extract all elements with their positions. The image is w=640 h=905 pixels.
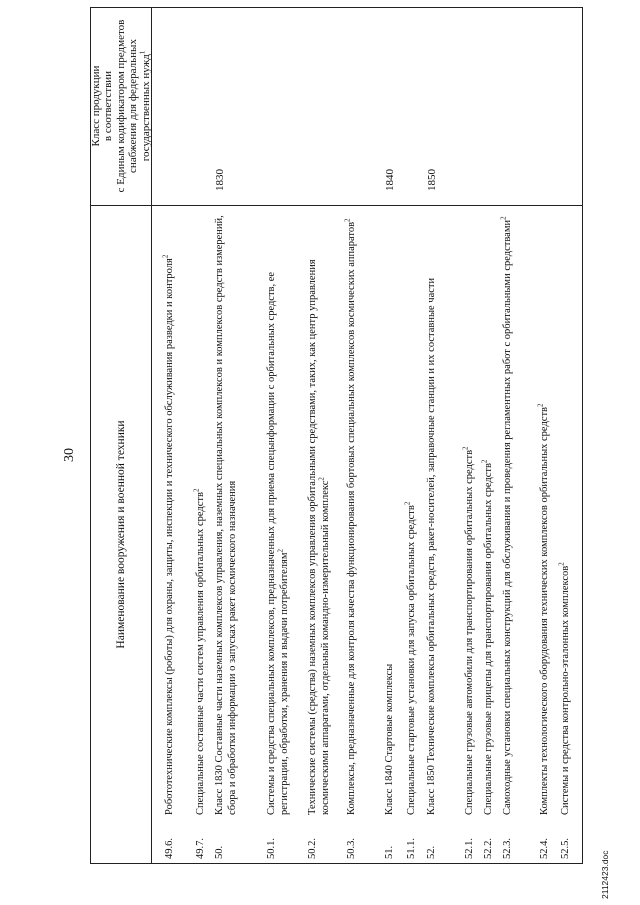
header-class-line: снабжения для федеральных xyxy=(127,39,140,173)
row-name: Комплексы, предназначенные для контроля качества функционирования бортовых специальных комплексов космических аппаратов$^2$ xyxy=(343,218,357,815)
row-name: Специальные грузовые прицепы для транспортирования орбитальных средств$^2$ xyxy=(480,459,494,815)
row-number: 51. xyxy=(384,845,395,859)
row-number: 50. xyxy=(214,845,225,859)
row-name: Системы и средства контрольно-эталонных комплексов$^2$ xyxy=(557,562,571,815)
row-name: Класс 1840 Стартовые комплексы xyxy=(384,663,395,815)
row-number: 50.1. xyxy=(266,838,277,859)
footnote-marker: 2 xyxy=(499,216,508,220)
row-name: Специальные стартовые установки для запуска орбитальных средств$^2$ xyxy=(403,501,417,815)
header-class-column xyxy=(91,7,151,206)
footnote-marker: 2 xyxy=(161,254,170,259)
row-number: 50.3. xyxy=(346,838,357,859)
column-divider xyxy=(151,205,582,206)
row-number: 49.7. xyxy=(195,838,206,859)
row-name: Комплекты технологического оборудования технических комплексов орбитальных средств$^2$ xyxy=(536,403,550,815)
footnote-marker: 2 xyxy=(192,488,201,493)
footnote-marker: 1 xyxy=(138,50,147,55)
weapons-classification-table xyxy=(90,7,583,864)
row-class-code: 1850 xyxy=(426,169,438,191)
row-name: Специальные составные части систем управления орбитальных средств$^2$ xyxy=(192,488,206,815)
table-header xyxy=(91,8,152,863)
footnote-marker: 2 xyxy=(536,403,545,407)
footnote-marker: 2 xyxy=(317,477,325,481)
row-number: 52.4. xyxy=(539,838,550,859)
row-number: 51.1. xyxy=(406,838,417,859)
row-name: Класс 1830 Составные части наземных комплексов управления, наземных специальных комплексов и комплексов средств измерений, сбора и обработки информации о запусках ракет космического назначения xyxy=(214,215,238,815)
header-class-line: в соответствии xyxy=(102,70,115,142)
row-number: 52. xyxy=(426,845,437,859)
row-name: Специальные грузовые автомобили для транспортирования орбитальных средств$^2$ xyxy=(461,446,475,815)
row-class-code: 1840 xyxy=(384,169,396,191)
row-name: Класс 1850 Технические комплексы орбитальных средств, ракет-носителей, заправочные станции и их составные части xyxy=(426,277,437,815)
row-number: 52.2. xyxy=(483,838,494,859)
page-number: 30 xyxy=(62,448,77,462)
header-class-line: с Единым кодификатором предметов xyxy=(114,19,127,193)
row-class-code: 1830 xyxy=(214,169,226,191)
footnote-marker: 2 xyxy=(403,501,412,506)
document-id: 2112423.doc xyxy=(600,850,610,899)
row-number: 50.2. xyxy=(307,838,318,859)
footnote-marker: 2 xyxy=(276,548,284,553)
header-class-line: государственных нужд xyxy=(139,54,152,162)
footnote-marker: 2 xyxy=(343,218,352,222)
row-name: Самоходные установки специальных конструкций для обслуживания и проведения регламентных работ с орбитальными средствами$^2$ xyxy=(499,216,513,815)
footnote-marker: 2 xyxy=(461,446,470,450)
row-number: 52.5. xyxy=(560,838,571,859)
header-name-column: Наименование вооружения и военной техники xyxy=(115,420,127,649)
row-number: 52.1. xyxy=(464,838,475,859)
row-number: 52.3. xyxy=(502,838,513,859)
row-name: Технические системы (средства) наземных комплексов управления орбитальными средствами, таких, как центр управления космическими аппаратами, отдельный командно-измерительный комплекс$^2$ xyxy=(307,259,331,815)
header-class-line: Класс продукции xyxy=(89,65,102,147)
row-name: Системы и средства специальных комплексов, предназначенных для приема спецынформации с орбитальных средств, ее регистрации, обработки, хранения и выдачи потребителям$^2$ xyxy=(266,271,290,815)
row-number: 49.6. xyxy=(164,838,175,859)
footnote-marker: 2 xyxy=(480,459,489,464)
footnote-marker: 2 xyxy=(557,562,566,566)
row-name: Робототехнические комплексы (роботы) для охраны, защиты, инспекции и технического обслуживания разведки и контроля$^2$ xyxy=(161,254,175,815)
